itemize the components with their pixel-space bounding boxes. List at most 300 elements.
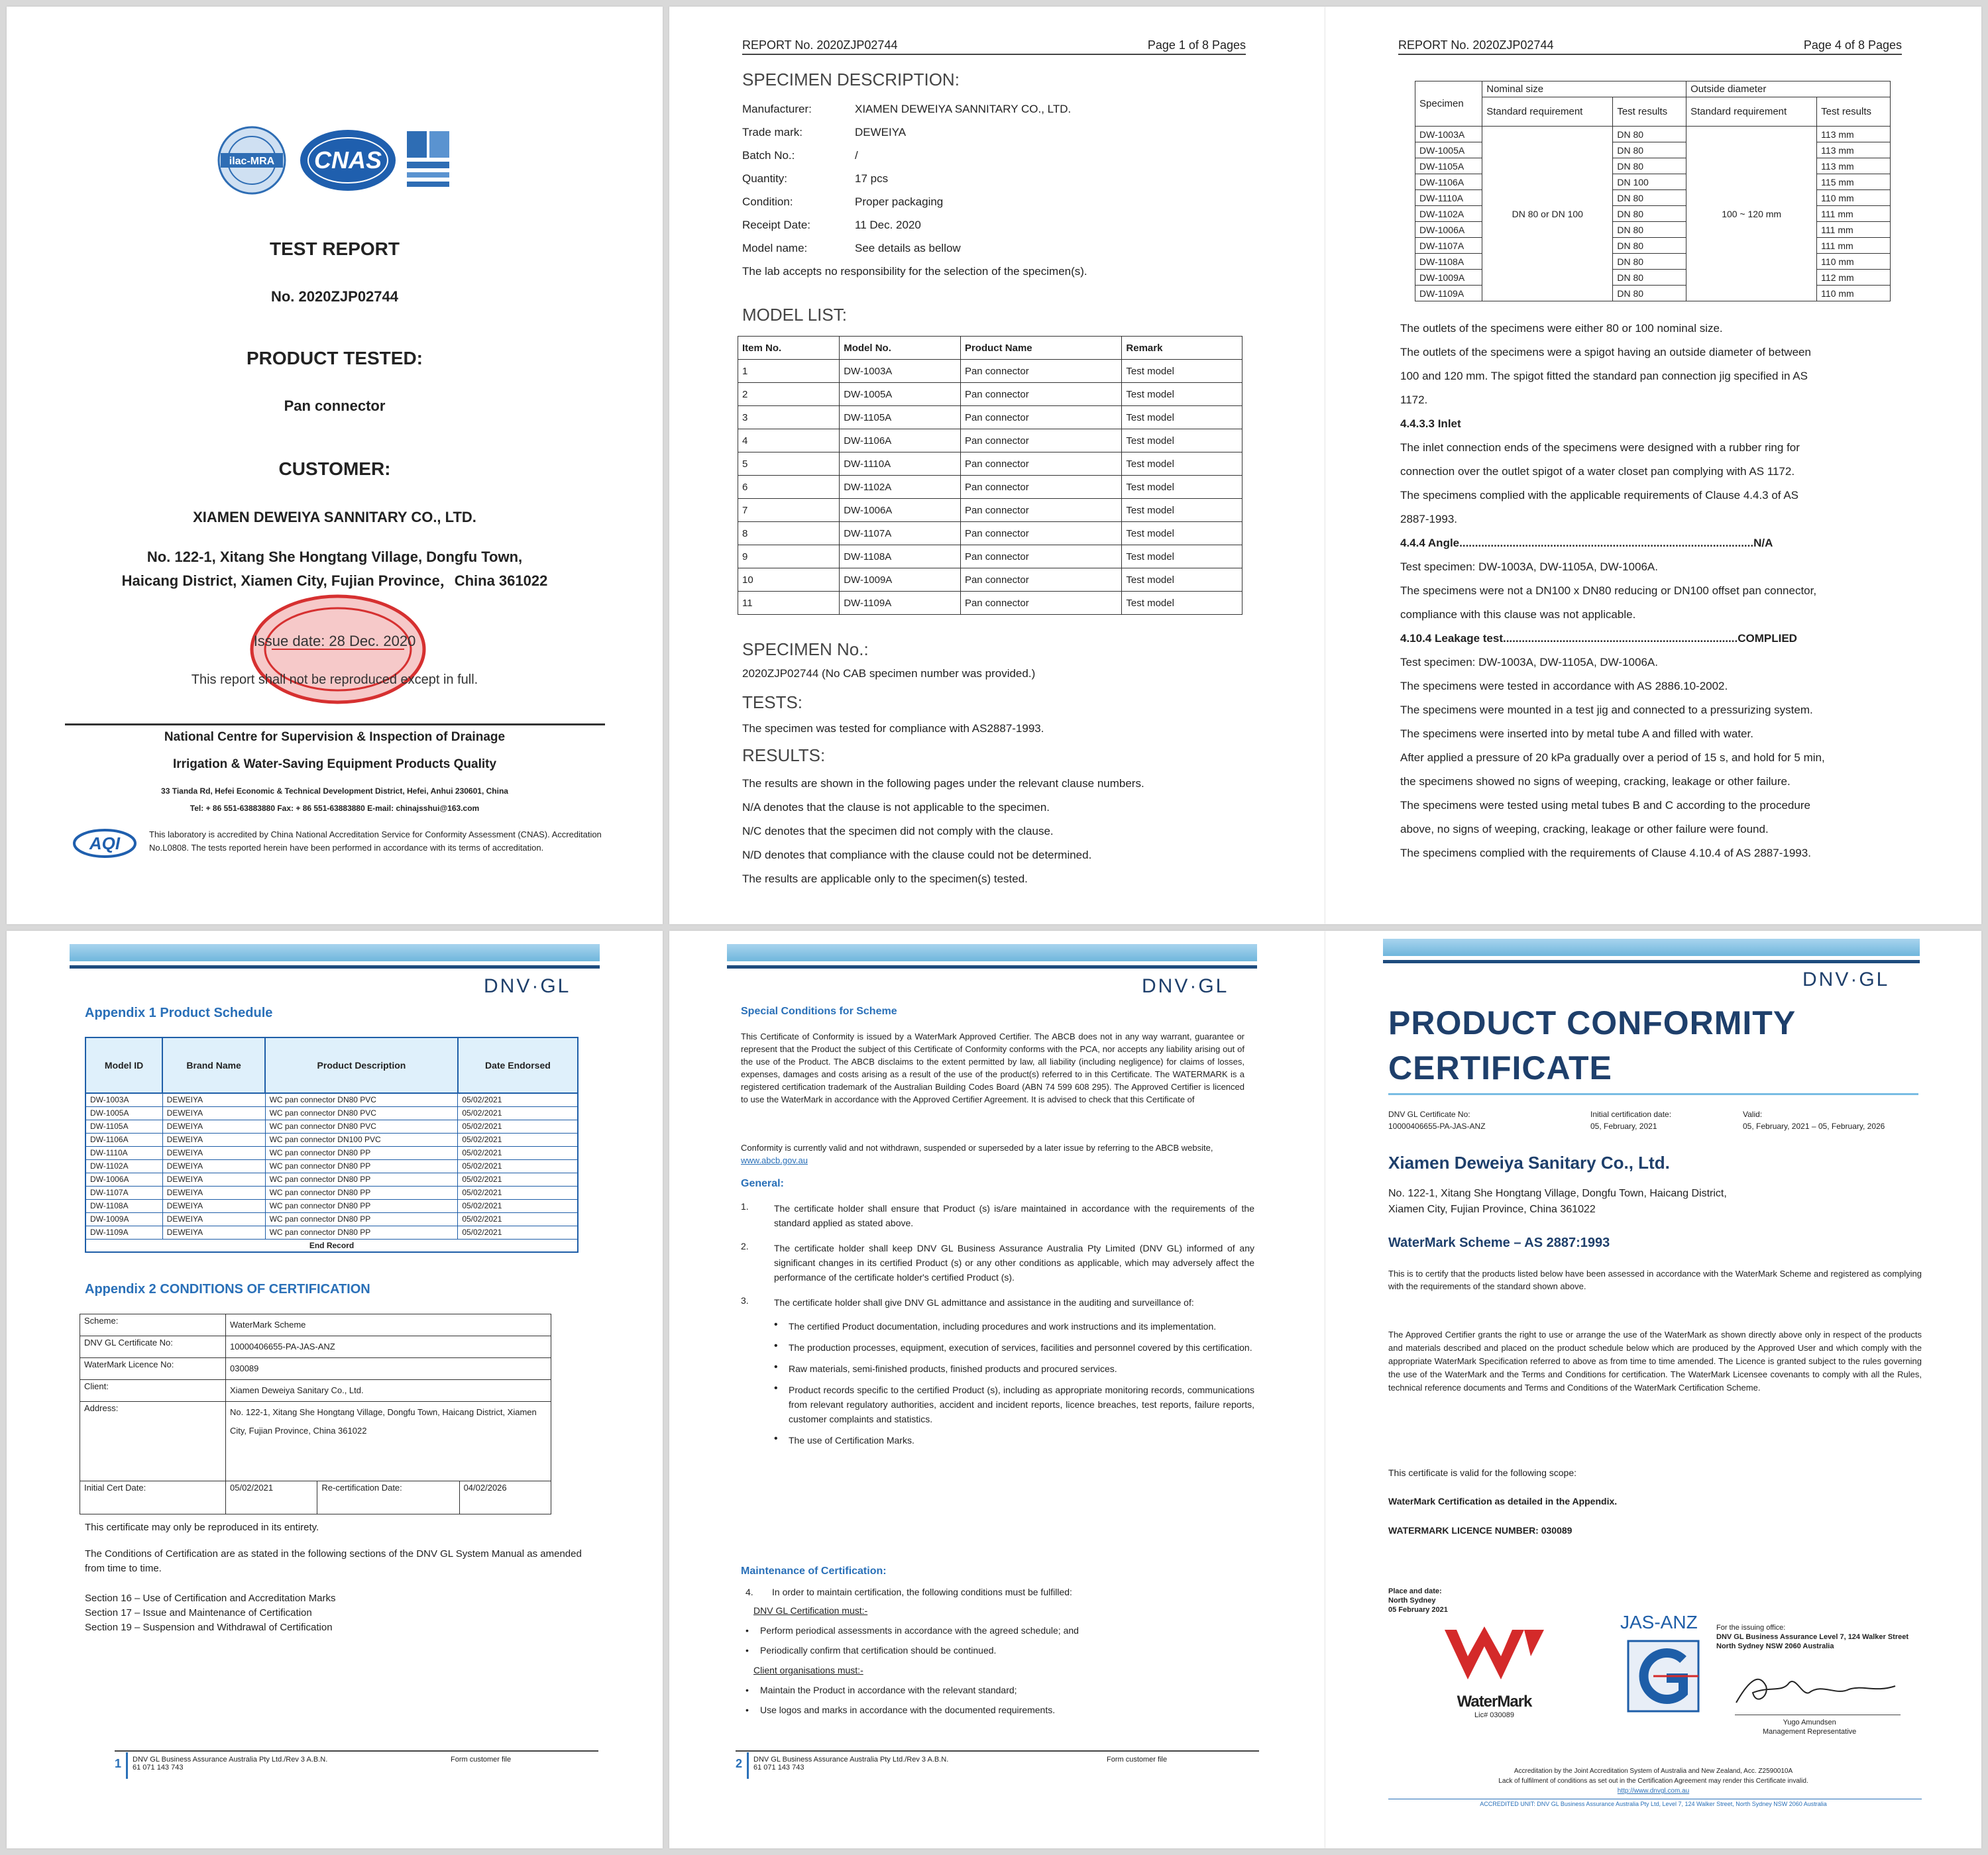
bullet-item: [746, 1625, 1256, 1645]
table-row: [85, 1173, 578, 1186]
licence-paragraph: The Approved Certifier grants the right to use or arrange the use of the WaterMark as shown directly above only in respect of the products and materials described and placed on the product schedule below which are produced by the Approved User and which comply with the appropriate WaterMark Specification referred to above as from time to time amended. The Licence is granted subject to the rules governing the use of the WaterMark and the Terms and Conditions for certification. The WaterMark Licensee covenants to comply with all the Rules, technical reference documents and Terms and Conditions of the WaterMark Certification Scheme.: [1388, 1330, 1922, 1393]
table-cell: WC pan connector DN80 PP: [265, 1212, 458, 1226]
column-header: Product Description: [265, 1037, 458, 1093]
table-cell: 05/02/2021: [458, 1106, 578, 1120]
table-cell: Pan connector: [960, 452, 1121, 476]
table-row: [738, 568, 1242, 592]
place: North Sydney: [1388, 1597, 1436, 1605]
table-cell: DW-1009A: [85, 1212, 162, 1226]
accreditation-note: This laboratory is accredited by China National Accreditation Service for Conformity Assessment (CNAS). Accreditation No.L0808. The tests reported herein have been performed in accordance with its terms of accreditation.: [149, 829, 602, 853]
table-row: [85, 1106, 578, 1120]
table-cell: DEWEIYA: [162, 1226, 265, 1239]
bullet-dot: •: [746, 1625, 749, 1636]
field-row: [742, 213, 1246, 237]
clause-line: the specimens showed no signs of weeping, cracking, leakage or other failure.: [1400, 775, 1791, 788]
issuing-office: DNV GL Business Assurance Level 7, 124 Walker Street North Sydney NSW 2060 Australia: [1716, 1633, 1909, 1650]
table-cell: DW-1107A: [840, 522, 961, 545]
nominal-standard-cell: DN 80 or DN 100: [1482, 127, 1613, 301]
table-cell: WC pan connector DN80 PP: [265, 1226, 458, 1239]
table-cell: DW-1110A: [840, 452, 961, 476]
product-tested-label: PRODUCT TESTED:: [247, 348, 423, 368]
general-item-3: The certificate holder shall give DNV GL admittance and assistance in the auditing and surveillance of:: [774, 1297, 1194, 1308]
appendix-1-heading: Appendix 1 Product Schedule: [85, 1006, 273, 1020]
table-cell: Test model: [1122, 499, 1242, 522]
customer-address-line2: Haicang District, Xiamen City, Fujian Province，China 361022: [121, 572, 548, 589]
column-header: Item No.: [738, 337, 840, 360]
specimen-no-text: 2020ZJP02744 (No CAB specimen number was provided.): [742, 667, 1036, 680]
field-row: [742, 237, 1246, 260]
test-results-page: [1325, 7, 1981, 924]
specimen-cell: DW-1006A: [1415, 222, 1482, 238]
specimen-header: Specimen: [1415, 81, 1482, 127]
place-date-block: [1388, 1587, 1448, 1615]
condition-row: [80, 1358, 551, 1380]
bullet-item: [746, 1645, 1256, 1665]
clause-line: 100 and 120 mm. The spigot fitted the standard pan connection jig specified in AS: [1400, 370, 1808, 382]
bullet-text: Raw materials, semi-finished products, finished products and procured services.: [789, 1363, 1117, 1374]
clause-line: The specimens were mounted in a test jig and connected to a pressurizing system.: [1400, 704, 1813, 716]
scope-label: This certificate is valid for the following scope:: [1388, 1467, 1577, 1478]
field-value: See details as bellow: [855, 242, 961, 254]
company-address-line1: No. 122-1, Xitang She Hongtang Village, Dongfu Town, Haicang District,: [1388, 1188, 1727, 1199]
result-line: The results are applicable only to the specimen(s) tested.: [742, 873, 1028, 885]
item-number: 3.: [741, 1295, 749, 1306]
nominal-result-cell: DN 80: [1613, 254, 1686, 270]
nominal-result-cell: DN 80: [1613, 127, 1686, 142]
issue-date: Issue date: 28 Dec. 2020: [253, 633, 416, 649]
initial-date-label: Initial certification date:: [1590, 1110, 1672, 1119]
outside-result-cell: 111 mm: [1817, 238, 1891, 254]
certificate-title-line1: PRODUCT CONFORMITY: [1388, 1004, 1796, 1041]
footer-page-number: 2: [736, 1757, 743, 1770]
nominal-result-cell: DN 100: [1613, 174, 1686, 190]
dnvgl-link[interactable]: http://www.dnvgl.com.au: [1617, 1787, 1690, 1795]
field-row: [742, 144, 1246, 167]
specimen-no-heading: SPECIMEN No.:: [742, 639, 869, 659]
table-cell: DW-1006A: [85, 1173, 162, 1186]
company-name: Xiamen Deweiya Sanitary Co., Ltd.: [1388, 1153, 1670, 1173]
reproduction-note: This certificate may only be reproduced in its entirety.: [85, 1522, 319, 1533]
item-number: 4.: [746, 1587, 753, 1597]
condition-label: DNV GL Certificate No:: [80, 1336, 226, 1358]
table-cell: 05/02/2021: [458, 1120, 578, 1133]
field-row: [742, 167, 1246, 190]
field-row: [742, 121, 1246, 144]
nominal-result-cell: DN 80: [1613, 286, 1686, 301]
dnv-must-label: DNV GL Certification must:-: [753, 1605, 868, 1616]
bullet-dot: •: [774, 1340, 778, 1352]
table-cell: DW-1102A: [840, 476, 961, 499]
field-row: [742, 97, 1246, 121]
outside-result-cell: 113 mm: [1817, 127, 1891, 142]
condition-row: [80, 1336, 551, 1358]
watermark-licence: Lic# 030089: [1474, 1711, 1514, 1719]
field-label: Condition:: [742, 195, 793, 208]
table-cell: DEWEIYA: [162, 1173, 265, 1186]
outside-result-cell: 110 mm: [1817, 286, 1891, 301]
valid-block: [1743, 1108, 1885, 1132]
field-label: Trade mark:: [742, 126, 803, 138]
bullet-text: Perform periodical assessments in accordance with the agreed schedule; and: [760, 1625, 1079, 1636]
table-cell: Pan connector: [960, 568, 1121, 592]
item-number: 1.: [741, 1201, 749, 1212]
clause-line: The specimens were inserted into by metal tube A and filled with water.: [1400, 727, 1753, 740]
table-cell: Pan connector: [960, 499, 1121, 522]
table-row: [738, 452, 1242, 476]
footer-rule: [115, 1750, 598, 1752]
table-cell: Pan connector: [960, 545, 1121, 568]
divider: [65, 723, 605, 725]
table-cell: Pan connector: [960, 592, 1121, 615]
bullet-dot: •: [774, 1319, 778, 1330]
table-row: [738, 592, 1242, 615]
certify-paragraph: This is to certify that the products listed below have been assessed in accordance with the WaterMark Scheme and registered as complying with the requirements of the standard shown above.: [1388, 1269, 1922, 1291]
table-cell: WC pan connector DN100 PVC: [265, 1133, 458, 1146]
table-cell: DEWEIYA: [162, 1212, 265, 1226]
bullet-item: [774, 1361, 1254, 1376]
clause-line: compliance with this clause was not applicable.: [1400, 608, 1636, 621]
result-line: N/A denotes that the clause is not applicable to the specimen.: [742, 801, 1050, 814]
client-must-label: Client organisations must:-: [753, 1665, 863, 1675]
bullet-text: The certified Product documentation, including procedures and work instructions and its implementation.: [789, 1321, 1217, 1332]
field-value: XIAMEN DEWEIYA SANNITARY CO., LTD.: [855, 103, 1072, 115]
table-cell: DW-1006A: [840, 499, 961, 522]
header-bar: [1383, 939, 1920, 956]
table-cell: Pan connector: [960, 406, 1121, 429]
specimen-cell: DW-1105A: [1415, 158, 1482, 174]
watermark-text: WaterMark: [1457, 1693, 1532, 1711]
column-header: Model ID: [85, 1037, 162, 1093]
condition-row: [80, 1402, 551, 1481]
svg-text:AQI: AQI: [89, 833, 121, 853]
condition-row: [80, 1380, 551, 1402]
table-cell: Test model: [1122, 406, 1242, 429]
accredited-unit: ACCREDITED UNIT: DNV GL Business Assurance Australia Pty Ltd, Level 7, 124 Walker Street, North Sydney NSW 2060 Australia: [1480, 1801, 1827, 1807]
cnas-logo: [298, 127, 398, 193]
field-value: 11 Dec. 2020: [855, 219, 921, 231]
field-label: Manufacturer:: [742, 103, 812, 115]
specimen-cell: DW-1102A: [1415, 206, 1482, 222]
lab-note: The lab accepts no responsibility for the selection of the specimen(s).: [742, 265, 1087, 278]
appendix-page: [7, 931, 663, 1848]
clause-text: [1400, 317, 1904, 865]
table-row: [85, 1199, 578, 1212]
table-cell: WC pan connector DN80 PP: [265, 1159, 458, 1173]
scheme: WaterMark Scheme – AS 2887:1993: [1388, 1236, 1610, 1250]
watermark-logo: [1438, 1623, 1551, 1703]
outside-result-cell: 110 mm: [1817, 254, 1891, 270]
nominal-result-cell: DN 80: [1613, 158, 1686, 174]
table-cell: DEWEIYA: [162, 1199, 265, 1212]
results-list: [742, 772, 1144, 891]
table-cell: 05/02/2021: [458, 1186, 578, 1199]
table-cell: DW-1108A: [85, 1199, 162, 1212]
clause-line: The specimens were tested using metal tubes B and C according to the procedure: [1400, 799, 1810, 812]
page-number: Page 4 of 8 Pages: [1803, 38, 1902, 52]
bullet-dot: •: [774, 1361, 778, 1373]
specimen-description-heading: SPECIMEN DESCRIPTION:: [742, 70, 960, 89]
licence-number: WATERMARK LICENCE NUMBER: 030089: [1388, 1525, 1573, 1536]
table-row: [738, 499, 1242, 522]
column-header: Date Endorsed: [458, 1037, 578, 1093]
header-rule: [1383, 960, 1920, 963]
general-item-2: The certificate holder shall keep DNV GL Business Assurance Australia Pty Limited (DNV GL) informed of any significant changes in its certified Product (s) or any other conditions as applicable, which may adversely affect the performance of the certificate holder's certified Product (s).: [774, 1243, 1254, 1283]
header-bar: [70, 944, 600, 961]
product-conformity-certificate: [1325, 931, 1981, 1848]
bullet-item: [774, 1319, 1254, 1334]
conditions-table: [80, 1314, 551, 1514]
table-row: [85, 1212, 578, 1226]
clause-line: above, no signs of weeping, cracking, leakage or other failure were found.: [1400, 823, 1769, 835]
report-number: No. 2020ZJP02744: [270, 288, 399, 305]
specimen-cell: DW-1110A: [1415, 190, 1482, 206]
currency-note: [741, 1141, 1244, 1167]
jas-anz-text: JAS-ANZ: [1620, 1612, 1698, 1632]
footer-divider: [747, 1752, 749, 1779]
nominal-result-cell: DN 80: [1613, 206, 1686, 222]
nominal-result-cell: DN 80: [1613, 190, 1686, 206]
table-row: [738, 383, 1242, 406]
abcb-link[interactable]: www.abcb.gov.au: [741, 1155, 808, 1165]
report-number: REPORT No. 2020ZJP02744: [1398, 38, 1554, 52]
table-cell: DEWEIYA: [162, 1106, 265, 1120]
table-cell: DW-1105A: [840, 406, 961, 429]
page-header: [1398, 38, 1902, 55]
sections-list: [85, 1591, 336, 1635]
clause-line: 1172.: [1400, 394, 1428, 406]
table-cell: WC pan connector DN80 PP: [265, 1199, 458, 1212]
table-cell: Test model: [1122, 476, 1242, 499]
bullet-item: [774, 1433, 1254, 1448]
table-cell: DEWEIYA: [162, 1186, 265, 1199]
issue-date: 05 February 2021: [1388, 1606, 1448, 1614]
clause-line: 2887-1993.: [1400, 513, 1458, 525]
maintenance-list: [746, 1587, 1256, 1724]
scope-text: WaterMark Certification as detailed in the Appendix.: [1388, 1496, 1618, 1507]
field-label: Quantity:: [742, 172, 788, 185]
section-item: Section 19 – Suspension and Withdrawal of Certification: [85, 1622, 333, 1633]
dimensions-table: [1415, 81, 1891, 301]
table-cell: WC pan connector DN80 PP: [265, 1173, 458, 1186]
table-cell: DW-1105A: [85, 1120, 162, 1133]
aqi-logo: [72, 827, 138, 860]
svg-text:CNAS: CNAS: [313, 146, 382, 174]
table-cell: Test model: [1122, 383, 1242, 406]
condition-label: Address:: [80, 1402, 226, 1481]
table-cell: DW-1005A: [840, 383, 961, 406]
field-value: /: [855, 149, 858, 162]
table-cell: DW-1003A: [840, 360, 961, 383]
tests-text: The specimen was tested for compliance with AS2887-1993.: [742, 722, 1044, 735]
certificate-number: 10000406655-PA-JAS-ANZ: [1388, 1122, 1486, 1131]
validity-footnote: Lack of fulfilment of conditions as set out in the Certification Agreement may render this Certificate invalid.: [1498, 1777, 1808, 1785]
outside-result-cell: 113 mm: [1817, 158, 1891, 174]
table-cell: DW-1110A: [85, 1146, 162, 1159]
table-cell: DW-1109A: [85, 1226, 162, 1239]
clause-line: The specimens complied with the applicable requirements of Clause 4.4.3 of AS: [1400, 489, 1798, 502]
column-header: Model No.: [840, 337, 961, 360]
valid-period: 05, February, 2021 – 05, February, 2026: [1743, 1122, 1885, 1131]
nominal-result-cell: DN 80: [1613, 270, 1686, 286]
bullet-item: [746, 1685, 1256, 1705]
clause-line: connection over the outlet spigot of a water closet pan complying with AS 1172.: [1400, 465, 1795, 478]
item-number: 2.: [741, 1241, 749, 1251]
signer-block: [1763, 1718, 1856, 1736]
clause-line: The outlets of the specimens were either 80 or 100 nominal size.: [1400, 322, 1723, 335]
recert-date: 04/02/2026: [459, 1481, 551, 1514]
general-heading: General:: [741, 1178, 784, 1189]
table-cell: 5: [738, 452, 840, 476]
clause-line: 4.4.4 Angle..............................................................................................N/A: [1400, 537, 1773, 549]
field-value: 17 pcs: [855, 172, 889, 185]
issuing-office-label: For the issuing office:: [1716, 1624, 1786, 1632]
customer-name: XIAMEN DEWEIYA SANNITARY CO., LTD.: [193, 509, 476, 525]
table-cell: Test model: [1122, 568, 1242, 592]
column-header: Remark: [1122, 337, 1242, 360]
recert-label: Re-certification Date:: [317, 1481, 459, 1514]
table-cell: DEWEIYA: [162, 1146, 265, 1159]
table-cell: DW-1009A: [840, 568, 961, 592]
place-date-label: Place and date:: [1388, 1587, 1442, 1595]
certificate-number-block: [1388, 1108, 1486, 1132]
bullet-dot: •: [746, 1645, 749, 1656]
field-value: DEWEIYA: [855, 126, 907, 138]
table-cell: Test model: [1122, 545, 1242, 568]
table-cell: 05/02/2021: [458, 1199, 578, 1212]
initial-cert-label: Initial Cert Date:: [80, 1481, 226, 1514]
field-label: Batch No.:: [742, 149, 795, 162]
table-cell: 1: [738, 360, 840, 383]
table-cell: DW-1106A: [840, 429, 961, 452]
table-cell: 10: [738, 568, 840, 592]
section-item: Section 16 – Use of Certification and Accreditation Marks: [85, 1593, 336, 1604]
appendix-2-heading: Appendix 2 CONDITIONS OF CERTIFICATION: [85, 1282, 370, 1297]
conditions-note: The Conditions of Certification are as stated in the following sections of the DNV GL System Manual as amended from time to time.: [85, 1548, 582, 1574]
table-cell: DW-1102A: [85, 1159, 162, 1173]
table-cell: 6: [738, 476, 840, 499]
jas-anz-logo: [1627, 1640, 1700, 1713]
initial-cert-date: 05/02/2021: [226, 1481, 317, 1514]
clause-line: Test specimen: DW-1003A, DW-1105A, DW-1006A.: [1400, 656, 1658, 668]
result-line: N/C denotes that the specimen did not comply with the clause.: [742, 825, 1054, 837]
customer-label: CUSTOMER:: [278, 458, 391, 479]
bullet-item: [774, 1383, 1254, 1426]
bullet-item: [746, 1705, 1256, 1724]
special-conditions-text: This Certificate of Conformity is issued by a WaterMark Approved Certifier. The ABCB does not in any way warrant, guarantee or represent that the Product the subject of this Certificate of Conformity conforms with the PCA, nor accepts any liability arising out of the use of the Product. The ABCB disclaims to the extent permitted by law, all liability (including negligence) for claims of losses, expenses, damages and costs arising as a result of the use of the product(s) referred to in this Certificate. The WATERMARK is a registered certification trademark of the Australian Building Codes Board (ABN 74 599 608 295). The Approved Certifier is licenced to use the WaterMark in accordance with the Approved Certifier Agreement. It is advised to check that this Certificate of: [741, 1032, 1244, 1104]
column-header: Product Name: [960, 337, 1121, 360]
table-row: [85, 1120, 578, 1133]
table-cell: DEWEIYA: [162, 1133, 265, 1146]
header-bar: [727, 944, 1257, 961]
issuing-office-block: [1716, 1623, 1915, 1651]
maintenance-heading: Maintenance of Certification:: [741, 1565, 887, 1577]
condition-row: [80, 1314, 551, 1336]
condition-value: 030089: [226, 1358, 551, 1380]
table-cell: WC pan connector DN80 PVC: [265, 1093, 458, 1106]
standard-requirement-header: Standard requirement: [1482, 97, 1613, 127]
condition-value: Xiamen Deweiya Sanitary Co., Ltd.: [226, 1380, 551, 1402]
dnv-gl-logo: DNV·GL: [1802, 969, 1890, 990]
outside-standard-cell: 100 ~ 120 mm: [1686, 127, 1817, 301]
svg-text:ilac-MRA: ilac-MRA: [229, 156, 275, 167]
reproduce-note: This report shall not be reproduced except in full.: [191, 672, 478, 687]
report-number: REPORT No. 2020ZJP02744: [742, 38, 898, 52]
clause-line: The outlets of the specimens were a spigot having an outside diameter of between: [1400, 346, 1811, 358]
table-cell: Test model: [1122, 522, 1242, 545]
table-cell: DW-1109A: [840, 592, 961, 615]
outside-result-cell: 112 mm: [1817, 270, 1891, 286]
table-cell: 2: [738, 383, 840, 406]
bullet-text: Product records specific to the certified Product (s), including as appropriate monitoring records, communications from relevant regulatory authorities, accident and incident reports, licence breaches, test reports, failure reports, customer complaints and statistics.: [789, 1385, 1254, 1424]
table-cell: Pan connector: [960, 429, 1121, 452]
clause-line: The specimens complied with the requirements of Clause 4.10.4 of AS 2887-1993.: [1400, 847, 1811, 859]
table-cell: 9: [738, 545, 840, 568]
table-cell: WC pan connector DN80 PVC: [265, 1106, 458, 1120]
table-cell: WC pan connector DN80 PVC: [265, 1120, 458, 1133]
certificate-number-label: DNV GL Certificate No:: [1388, 1110, 1470, 1119]
table-cell: 8: [738, 522, 840, 545]
result-line: N/D denotes that compliance with the clause could not be determined.: [742, 849, 1092, 861]
accreditation-footnote: Accreditation by the Joint Accreditation System of Australia and New Zealand, Acc. Z2590010A: [1514, 1768, 1793, 1775]
table-cell: DW-1003A: [85, 1093, 162, 1106]
clause-line: The specimens were tested in accordance with AS 2886.10-2002.: [1400, 680, 1728, 692]
footer-company: DNV GL Business Assurance Australia Pty Ltd./Rev 3 A.B.N. 61 071 143 743: [133, 1756, 328, 1772]
bullet-item: [774, 1340, 1254, 1355]
outside-result-cell: 115 mm: [1817, 174, 1891, 190]
customer-address-line1: No. 122-1, Xitang She Hongtang Village, Dongfu Town,: [146, 549, 523, 565]
field-label: Receipt Date:: [742, 219, 810, 231]
nominal-result-cell: DN 80: [1613, 222, 1686, 238]
outside-diameter-header: Outside diameter: [1686, 81, 1891, 97]
tests-heading: TESTS:: [742, 692, 803, 712]
company-address-line2: Xiamen City, Fujian Province, China 361022: [1388, 1204, 1596, 1215]
table-cell: 05/02/2021: [458, 1173, 578, 1186]
ilac-mra-logo: [215, 124, 288, 197]
table-cell: DEWEIYA: [162, 1093, 265, 1106]
clause-line: Test specimen: DW-1003A, DW-1105A, DW-1006A.: [1400, 560, 1658, 573]
table-cell: DW-1108A: [840, 545, 961, 568]
outside-result-cell: 110 mm: [1817, 190, 1891, 206]
table-cell: Pan connector: [960, 360, 1121, 383]
field-label: Model name:: [742, 242, 808, 254]
maintenance-item-4: In order to maintain certification, the following conditions must be fulfilled:: [772, 1587, 1072, 1597]
condition-row: [80, 1481, 551, 1514]
clause-line: 4.10.4 Leakage test...........................................................................COMPLIED: [1400, 632, 1797, 645]
bullet-text: The use of Certification Marks.: [789, 1435, 914, 1446]
table-cell: 05/02/2021: [458, 1212, 578, 1226]
table-cell: Pan connector: [960, 476, 1121, 499]
footer-form: Form customer file: [1107, 1756, 1168, 1764]
specimen-cell: DW-1005A: [1415, 142, 1482, 158]
centre-address: 33 Tianda Rd, Hefei Economic & Technical Development District, Hefei, Anhui 230601, China: [161, 786, 508, 796]
model-list-heading: MODEL LIST:: [742, 305, 847, 325]
specimen-cell: DW-1109A: [1415, 286, 1482, 301]
table-cell: DEWEIYA: [162, 1159, 265, 1173]
test-report-cover-page: [7, 7, 663, 924]
page-number: Page 1 of 8 Pages: [1147, 38, 1246, 52]
table-cell: 05/02/2021: [458, 1093, 578, 1106]
table-row: [85, 1159, 578, 1173]
specimen-cell: DW-1107A: [1415, 238, 1482, 254]
column-header: Brand Name: [162, 1037, 265, 1093]
centre-contact: Tel: + 86 551-63883880 Fax: + 86 551-63883880 E-mail: chinajsshui@163.com: [190, 804, 480, 813]
specimen-fields: [742, 97, 1246, 283]
condition-value: 10000406655-PA-JAS-ANZ: [226, 1336, 551, 1358]
clause-line: 4.4.3.3 Inlet: [1400, 417, 1461, 430]
report-title: TEST REPORT: [269, 238, 400, 259]
dnv-gl-logo: DNV·GL: [484, 975, 571, 997]
bullet-text: The production processes, equipment, execution of services, facilities and personnel covered by this certification.: [789, 1342, 1252, 1353]
